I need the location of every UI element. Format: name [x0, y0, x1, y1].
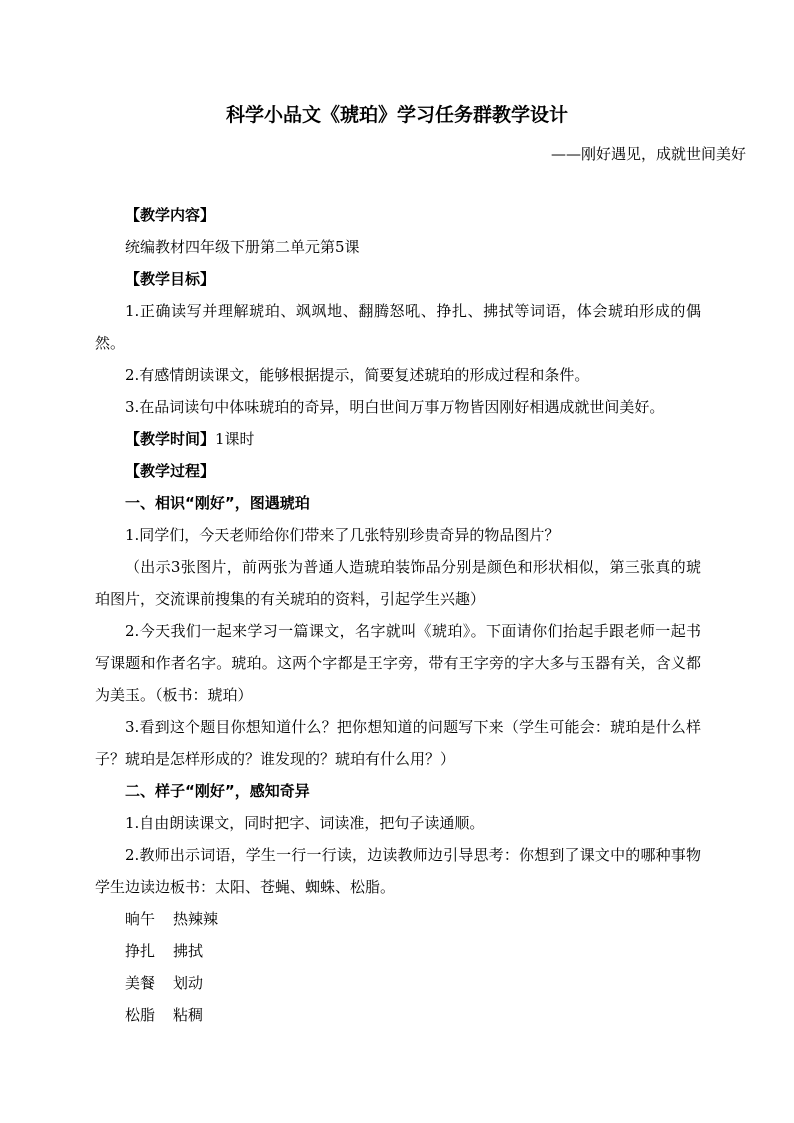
process-section-1-title: 一、相识“刚好”，图遇琥珀	[125, 494, 310, 512]
word-pair-row	[95, 935, 701, 967]
word-term: 粘稠	[173, 1006, 204, 1024]
process-section-1-paragraph: 2.今天我们一起来学习一篇课文，名字就叫《琥珀》。下面请你们抬起手跟老师一起书写课题和作者名字。琥珀。这两个字都是王字旁，带有王字旁的字大多与玉器有关，含义都为美玉。（板书：琥珀）	[95, 622, 701, 704]
goal-item-3: 3.在品词读句中体味琥珀的奇异，明白世间万事万物皆因刚好相遇成就世间美好。	[125, 398, 665, 416]
process-section-1-paragraph: 1.同学们，今天老师给你们带来了几张特别珍贵奇异的物品图片？	[125, 526, 560, 544]
word-term: 划动	[173, 974, 204, 992]
document-body	[95, 199, 701, 1031]
process-section-2-paragraph: 2.教师出示词语，学生一行一行读，边读教师边引导思考：你想到了课文中的哪种事物学生边读边板书：太阳、苍蝇、蜘蛛、松脂。	[95, 846, 701, 896]
word-term: 松脂	[125, 1006, 156, 1024]
word-term: 晌午	[125, 910, 156, 928]
process-section-1-paragraph: 3.看到这个题目你想知道什么？把你想知道的问题写下来（学生可能会：琥珀是什么样子？琥珀是怎样形成的？谁发现的？琥珀有什么用？）	[95, 718, 701, 768]
process-section-1-paragraph: （出示3张图片，前两张为普通人造琥珀装饰品分别是颜色和形状相似，第三张真的琥珀图片，交流课前搜集的有关琥珀的资料，引起学生兴趣）	[95, 558, 701, 608]
document-subtitle: ——刚好遇见，成就世间美好	[550, 145, 746, 163]
word-pair-row	[95, 967, 701, 999]
word-pair-row	[95, 903, 701, 935]
document-title: 科学小品文《琥珀》学习任务群教学设计	[225, 104, 568, 126]
content-text: 统编教材四年级下册第二单元第5课	[125, 238, 360, 256]
section-heading-process: 【教学过程】	[125, 462, 216, 480]
process-section-2-title: 二、样子“刚好”，感知奇异	[125, 782, 310, 800]
word-term: 挣扎	[125, 942, 156, 960]
goal-item-2: 2.有感情朗读课文，能够根据提示，简要复述琥珀的形成过程和条件。	[125, 366, 590, 384]
section-heading-goals: 【教学目标】	[125, 270, 216, 288]
goal-item-1: 1.正确读写并理解琥珀、飒飒地、翻腾怒吼、挣扎、拂拭等词语，体会琥珀形成的偶然。	[95, 302, 701, 352]
word-term: 拂拭	[173, 942, 204, 960]
time-line	[95, 423, 701, 455]
word-pair-row	[95, 999, 701, 1031]
word-term: 美餐	[125, 974, 156, 992]
section-heading-content: 【教学内容】	[125, 206, 216, 224]
process-section-2-paragraph: 1.自由朗读课文，同时把字、词读准，把句子读通顺。	[125, 814, 485, 832]
section-heading-time: 【教学时间】	[125, 430, 216, 448]
time-text: 1课时	[215, 430, 255, 448]
word-term: 热辣辣	[173, 910, 219, 928]
